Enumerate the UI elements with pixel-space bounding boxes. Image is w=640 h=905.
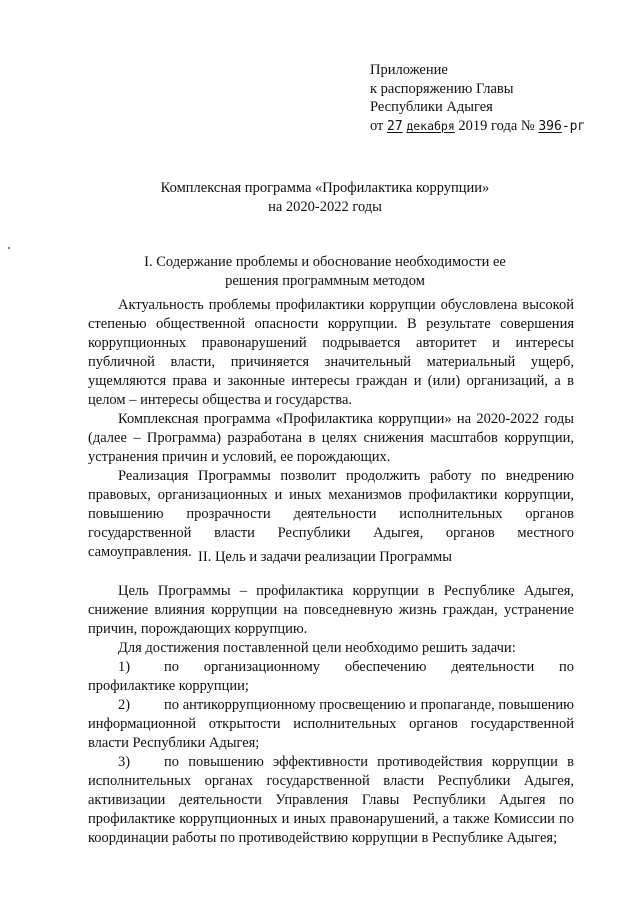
- section-2-heading: II. Цель и задачи реализации Программы: [198, 549, 452, 565]
- list-item: [88, 696, 574, 753]
- document-title: [110, 179, 540, 217]
- appendix-line-3: Республики Адыгея: [370, 99, 493, 115]
- section-2-body: [88, 582, 574, 848]
- section-1-heading-line-2: решения программным методом: [225, 273, 425, 289]
- section-1-heading: [110, 253, 540, 291]
- list-item-number: 2): [118, 697, 131, 713]
- section-1-body: [88, 296, 574, 562]
- list-item: [88, 658, 574, 696]
- date-day: 27: [387, 118, 403, 134]
- title-line-2: на 2020-2022 годы: [268, 199, 382, 215]
- title-line-1: Комплексная программа «Профилактика коррупции»: [160, 180, 490, 196]
- list-item: [88, 753, 574, 848]
- paragraph: Реализация Программы позволит продолжить работу по внедрению правовых, организационных и иных механизмов профилактики коррупции, повышению прозрачности деятельности исполнительных органов государственной власти Республики Адыгея, органов местного самоуправления.: [88, 468, 574, 560]
- list-item-text: по антикоррупционному просвещению и пропаганде, повышению информационной открытости исполнительных органов государственной власти Республики Адыгея;: [88, 697, 574, 751]
- section-1-heading-line-1: I. Содержание проблемы и обоснование необходимости ее: [144, 254, 506, 270]
- scan-speck: [8, 247, 10, 249]
- goal-paragraph: Цель Программы – профилактика коррупции в Республике Адыгея, снижение влияния коррупции на повседневную жизнь граждан, устранение причин, порождающих коррупцию.: [88, 583, 574, 637]
- appendix-line-2: к распоряжению Главы: [370, 80, 514, 97]
- appendix-date-line: [370, 117, 585, 137]
- appendix-line-1: Приложение: [370, 62, 448, 78]
- list-item-number: 3): [118, 754, 131, 770]
- list-item-text: по повышению эффективности противодействия коррупции в исполнительных органах государственной власти Республики Адыгея, активизации деятельности Управления Главы Республики Адыгея по профилактике коррупционных и иных правонарушений, а также Комиссии по координации работы по противодействию коррупции в Республике Адыгея;: [88, 754, 574, 846]
- list-item-text: по организационному обеспечению деятельности по профилактике коррупции;: [88, 659, 574, 694]
- date-prefix: от: [370, 117, 388, 134]
- decree-number: 396: [538, 118, 562, 134]
- date-month: декабря: [406, 118, 455, 133]
- paragraph: Комплексная программа «Профилактика коррупции» на 2020-2022 годы (далее – Программа) разработана в целях снижения масштабов коррупции, устранения причин и условий, ее порождающих.: [88, 411, 574, 465]
- tasks-intro: Для достижения поставленной цели необходимо решить задачи:: [118, 640, 516, 656]
- date-year-text: 2019 года №: [454, 117, 539, 134]
- paragraph: Актуальность проблемы профилактики коррупции обусловлена высокой степенью общественной опасности коррупции. В результате совершения коррупционных правонарушений подрывается авторитет и интересы публичной власти, причиняется значительный материальный ущерб, ущемляются права и законные интересы граждан и (или) организаций, а в целом – интересы общества и государства.: [88, 297, 574, 408]
- decree-number-suffix: -рг: [561, 118, 586, 134]
- list-item-number: 1): [118, 659, 131, 675]
- appendix-header: [370, 61, 585, 136]
